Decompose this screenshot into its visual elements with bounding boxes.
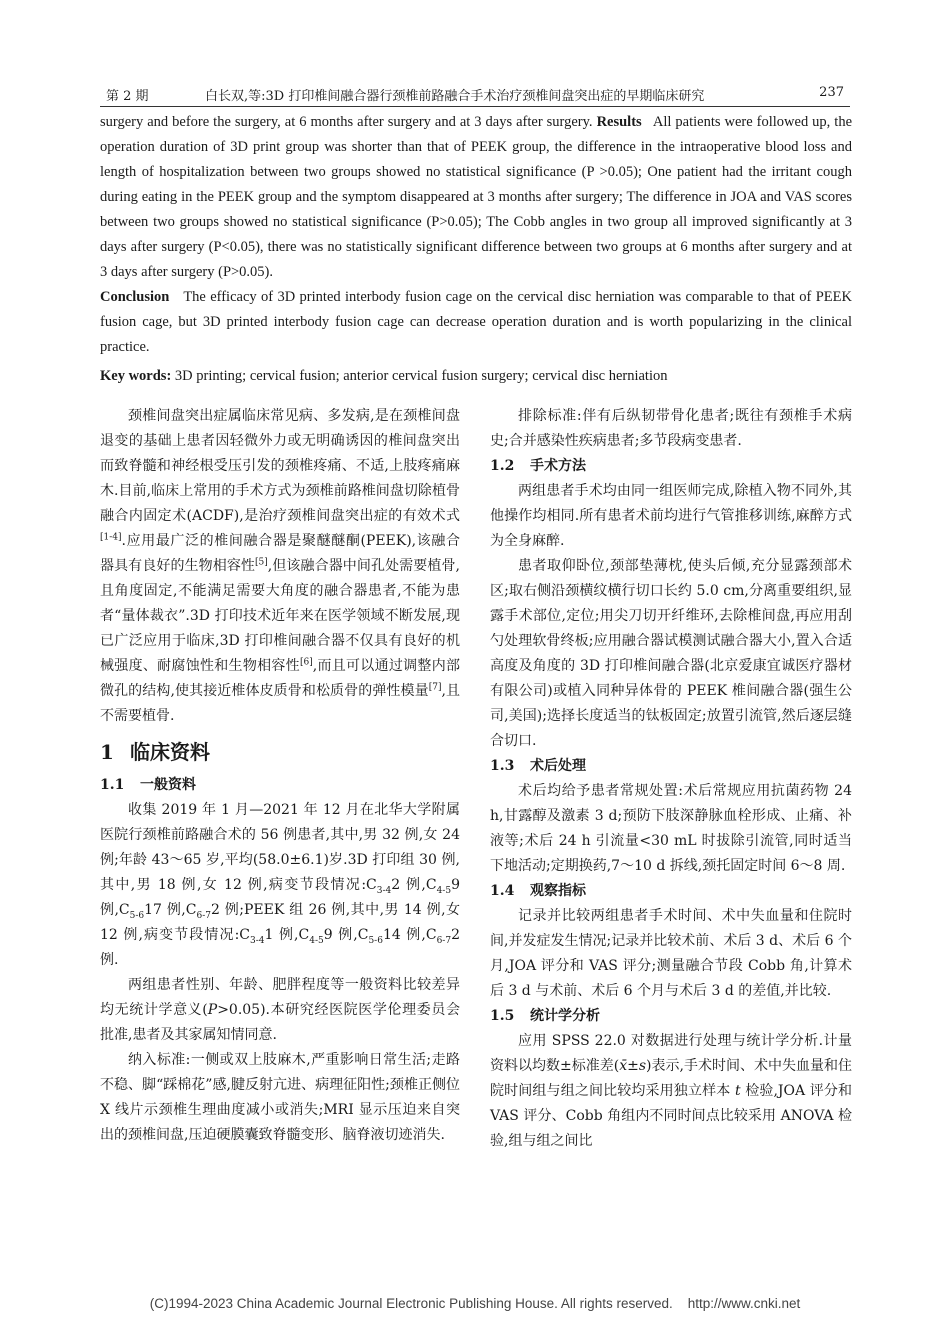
conclusion-heading: Conclusion (100, 289, 170, 305)
exclusion-criteria: 排除标准:伴有后纵韧带骨化患者;既往有颈椎手术病史;合并感染性疾病患者;多节段病变患者. (490, 408, 852, 449)
subsection-number: 1.4 (490, 883, 515, 899)
page-number: 237 (819, 85, 844, 100)
subscript: 4-5 (309, 935, 324, 946)
section-number: 1 (100, 740, 114, 764)
intro-text-1: 颈椎间盘突出症属临床常见病、多发病,是在颈椎间盘退变的基础上患者因轻微外力或无明确诱因的椎间盘突出而致脊髓和神经根受压引发的颈椎疼痛、不适,上肢疼痛麻木.目前,临床上常用的手术方式为颈椎前路椎间盘切除植骨融合内固定术(ACDF),是治疗颈椎间盘突出症的有效术式 (100, 408, 460, 524)
subsection-heading-1-4 (490, 879, 852, 904)
intro-text-4: ,而且可以通过调整内部微孔的结构,使其接近椎体皮质骨和松质骨的弹性模量 (100, 658, 461, 699)
stats-paragraph (490, 1029, 852, 1154)
indicators-paragraph: 记录并比较两组患者手术时间、术中失血量和住院时间,并发症发生情况;记录并比较术前、术后 3 d、术后 6 个月,JOA 评分和 VAS 评分;测量融合节段 Cobb 角,计算术后 3 d 与术前、术后 6 个月与术后 3 d 的差值,并比较. (490, 908, 852, 999)
intro-text-2: .应用最广泛的椎间融合器是聚醚醚酮(PEEK),该融合器具有良好的生物相容性 (100, 533, 460, 574)
abstract-keywords (100, 364, 852, 389)
text-run: 9 例,C (100, 877, 460, 918)
right-column (490, 404, 852, 1154)
method-paragraph-1: 两组患者手术均由同一组医师完成,除植入物不同外,其他操作均相同.所有患者术前均进行气管推移训练,麻醉方式为全身麻醉. (490, 483, 852, 549)
section-heading-1 (100, 737, 460, 767)
subsection-title: 观察指标 (530, 883, 586, 899)
intro-text-3: ,但该融合器中间孔处需要植骨,且角度固定,不能满足需要大角度的融合器患者,不能为患者“量体裁衣”.3D 打印技术近年来在医学领域不断发展,现已广泛应用于临床,3D 打印椎间融合器不仅具有良好的机械强度、耐腐蚀性和生物相容性 (100, 558, 460, 674)
keywords-heading: Key words: (100, 368, 172, 384)
subsection-heading-1-3 (490, 754, 852, 779)
text-run: 应用 SPSS 22.0 对数据进行处理与统计学分析.计量资料以均数±标准差( (490, 1033, 852, 1074)
text-run: 检验,JOA 评分和 VAS 评分、Cobb 角组内不同时间点比较采用 ANOVA 检验,组与组之间比 (490, 1083, 852, 1149)
subsection-number: 1.2 (490, 458, 515, 474)
subscript: 5-6 (129, 910, 145, 921)
inclusion-criteria: 纳入标准:一侧或双上肢麻木,严重影响日常生活;走路不稳、脚“踩棉花”感,腱反射亢进、病理征阳性;颈椎正侧位 X 线片示颈椎生理曲度减小或消失;MRI 显示压迫来自突出的颈椎间盘,压迫硬膜囊致脊髓变形、脑脊液切迹消失. (100, 1052, 460, 1143)
method-paragraph-2: 患者取仰卧位,颈部垫薄枕,使头后倾,充分显露颈部术区;取右侧沿颈横纹横行切口长约 5.0 cm,分离重要组织,显露手术部位,定位;用尖刀切开纤维环,去除椎间盘,再应用刮勺处理软骨终板;应用融合器试模测试融合器大小,置入合适高度及角度的 3D 打印椎间融合器(北京爱康宜诚医疗器材有限公司)或植入同种异体骨的 PEEK 椎间融合器(强生公司,美国);选择长度适当的钛板固定;放置引流管,然后逐层缝合切口. (490, 558, 852, 749)
subscript: 4-5 (436, 885, 452, 896)
subsection-number: 1.3 (490, 758, 515, 774)
subsection-title: 手术方法 (530, 458, 586, 474)
subsection-title: 统计学分析 (530, 1008, 600, 1024)
issue-label: 第 2 期 (106, 89, 149, 104)
text-run: 14 例,C (382, 927, 437, 943)
text-run: 2 例;PEEK 组 26 例,其中,男 14 例,女 12 例,病变节段情况:C (100, 902, 460, 943)
subscript: 6-7 (196, 910, 211, 921)
text-run: 9 例,C (323, 927, 369, 943)
intro-paragraph (100, 404, 460, 729)
text-run: >0.05).本研究经医院医学伦理委员会批准,患者及其家属知情同意. (100, 1002, 460, 1043)
intro-text-5: ,且不需要植骨. (100, 683, 460, 724)
subscript: 3-4 (250, 935, 265, 946)
subsection-heading-1-5 (490, 1004, 852, 1029)
text-run: 两组患者性别、年龄、肥胖程度等一般资料比较差异均无统计学意义( (100, 977, 460, 1018)
copyright-footer: (C)1994-2023 China Academic Journal Electronic Publishing House. All rights reserved. http://www.cnki.net (149, 1296, 801, 1311)
subscript: 3-4 (376, 885, 392, 896)
subsection-title: 一般资料 (140, 777, 196, 793)
abstract-conclusion (100, 285, 852, 360)
postop-paragraph: 术后均给予患者常规处置:术后常规应用抗菌药物 24 h,甘露醇及激素 3 d;预防下肢深静脉血栓形成、止痛、补液等;术后 24 h 引流量<30 mL 时拔除引流管,同时适当下地活动;定期换药,7～10 d 拆线,颈托固定时间 6～8 周. (490, 783, 852, 874)
text-run: 收集 2019 年 1 月—2021 年 12 月在北华大学附属医院行颈椎前路融合术的 56 例患者,其中,男 32 例,女 24 例;年龄 43～65 岁,平均(58.0±6.1)岁.3D 打印组 30 例,其中,男 18 例,女 12 例,病变节段情况:C (100, 802, 460, 893)
keywords-text: 3D printing; cervical fusion; anterior cervical fusion surgery; cervical disc herniation (174, 368, 668, 384)
results-text: All patients were followed up, the operation duration of 3D print group was shorter than that of PEEK group, the difference in the intraoperative blood loss and length of hospitalization between two groups showed no statistical significance (P >0.05); One patient had the irritant cough during eating in the PEEK group and the symptom disappeared at 3 months after surgery; The difference in JOA and VAS scores between two groups showed no statistical significance (P>0.05); The Cobb angles in two group all improved significantly at 3 days after surgery (P<0.05), there was no statistically significant difference between two groups at 6 months after surgery and at 3 days after surgery (P>0.05). (100, 114, 853, 280)
abstract-results (100, 110, 852, 285)
methods-tail: surgery and before the surgery, at 6 months after surgery and at 3 days after surgery. (100, 114, 593, 130)
subscript: 6-7 (436, 935, 452, 946)
subsection-heading-1-2 (490, 454, 852, 479)
text-run: 17 例,C (144, 902, 197, 918)
conclusion-text: The efficacy of 3D printed interbody fusion cage on the cervical disc herniation was comparable to that of PEEK fusion cage, but 3D printed interbody fusion cage can decrease operation duration and is worth popularizing in the clinical practice. (100, 289, 852, 355)
comparability-paragraph (100, 973, 460, 1048)
citation: [1-4] (100, 532, 122, 543)
subscript: 5-6 (368, 935, 383, 946)
citation: [7] (428, 682, 442, 693)
subsection-number: 1.5 (490, 1008, 515, 1024)
text-run: 2 例,C (391, 877, 437, 893)
left-column (100, 404, 460, 1148)
t-symbol: t (734, 1083, 741, 1099)
p-symbol: P (207, 1002, 218, 1018)
citation: [6] (299, 657, 313, 668)
results-heading: Results (596, 114, 642, 130)
text-run: )表示,手术时间、术中失血量和住院时间组与组之间比较均采用独立样本 (490, 1058, 852, 1099)
citation: [5] (255, 557, 268, 568)
running-title: 白长双,等:3D 打印椎间融合器行颈椎前路融合手术治疗颈椎间盘突出症的早期临床研究 (205, 89, 705, 104)
subsection-title: 术后处理 (530, 758, 586, 774)
running-header (100, 84, 850, 107)
subsection-number: 1.1 (100, 777, 125, 793)
mean-sd-symbol: x̄±s (619, 1058, 647, 1074)
text-run: 1 例,C (264, 927, 310, 943)
subsection-heading-1-1 (100, 773, 460, 798)
english-abstract (100, 110, 852, 389)
text-run: 2 例. (100, 927, 460, 968)
general-data-paragraph (100, 798, 460, 973)
section-title: 临床资料 (130, 740, 210, 764)
